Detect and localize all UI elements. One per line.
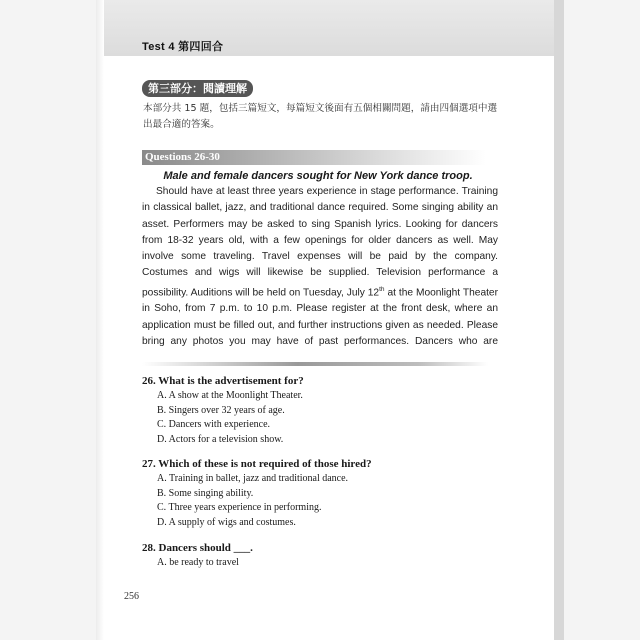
- answer-option: C. Three years experience in performing.: [157, 502, 322, 513]
- header-title: Test 4 第四回合: [142, 41, 224, 53]
- section-badge: 第三部分：閱讀理解: [142, 80, 253, 97]
- answer-option: A. Training in ballet, jazz and traditional dance.: [157, 473, 349, 484]
- page-edge-strip: [554, 0, 564, 640]
- advertisement-title: Male and female dancers sought for New York dance troop.: [163, 170, 473, 182]
- answer-option: D. A supply of wigs and costumes.: [157, 516, 296, 528]
- answer-option: A. be ready to travel: [157, 557, 239, 568]
- page-number: 256: [124, 591, 139, 602]
- question-stem: 27. Which of these is not required of those hired?: [142, 458, 372, 470]
- answer-option: B. Singers over 32 years of age.: [157, 404, 285, 416]
- passage-divider: [142, 362, 488, 366]
- question-stem: 26. What is the advertisement for?: [142, 375, 304, 387]
- answer-option: A. A show at the Moonlight Theater.: [157, 390, 303, 401]
- advertisement-body-text: Should have at least three years experience in stage performance. Training in classical ballet, jazz, and traditional dance required. Some singing ability an asset. Performers may be asked to sing Spanish lyrics. Looking for dancers from 18-32 years old, with a few openings for older dancers as well. May involve some traveling. Travel expenses will be paid by the company. Costumes and wigs will likewise be supplied. Television performance a possibility. Auditions will be held on Tuesday, July 12: [142, 186, 498, 299]
- question-stem: 28. Dancers should ___.: [142, 542, 253, 554]
- question-27: [142, 457, 512, 530]
- date-ordinal-suffix: th: [379, 285, 385, 293]
- questions-range-label: Questions 26-30: [145, 151, 220, 163]
- question-28: [142, 541, 512, 571]
- section-instructions: 本部分共 15 題，包括三篇短文，每篇短文後面有五個相關問題，請由四個選項中選出最合適的答案。: [143, 103, 498, 130]
- answer-option: C. Dancers with experience.: [157, 419, 271, 430]
- advertisement-body: [142, 184, 498, 352]
- question-26: [142, 374, 512, 447]
- advertisement-body-text-continued: at the Moonlight Theater in Soho, from 7 p.m. to 10 p.m. Please register at the front desk, where an application must be filled out, and further instructions given as needed. Please bring any photos you may have of past performances. Dancers who are: [142, 287, 498, 348]
- page-gutter-shade: [96, 0, 104, 640]
- answer-option: B. Some singing ability.: [157, 487, 254, 499]
- answer-option: D. Actors for a television show.: [157, 433, 284, 445]
